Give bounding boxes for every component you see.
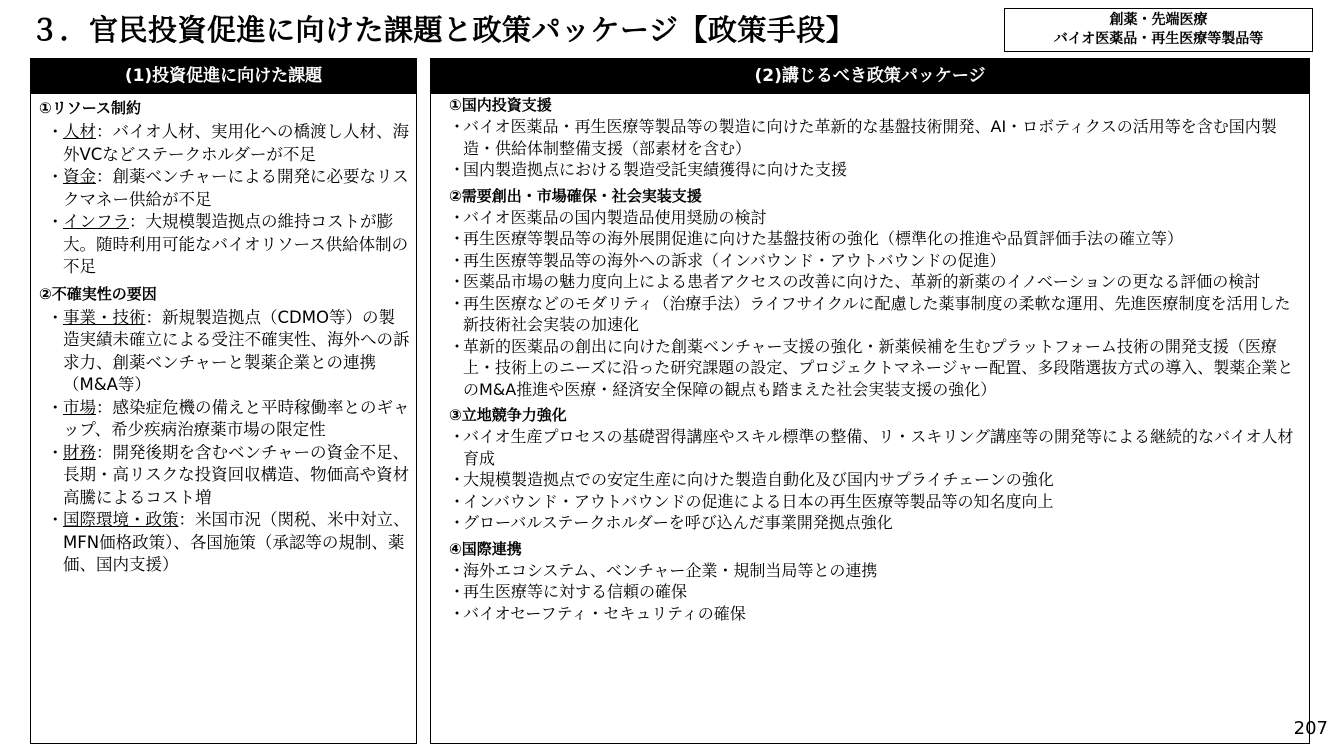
issues-section-title: ②不確実性の要因 [39,284,157,303]
policy-item-text: 医薬品市場の魅力度向上による患者アクセスの改善に向けた、革新的新薬のイノベーションの更なる評価の検討 [463,272,1261,291]
bullet-dot: ・ [449,491,466,511]
issues-section-title: ①リソース制約 [39,99,141,117]
policy-item [449,159,1299,181]
category-tag-line2: バイオ医薬品・再生医療等製品等 [1053,31,1264,47]
issue-item-text: ：開発後期を含むベンチャーの資金不足、長期・高リスクな投資回収構造、物価高や資材高騰によるコスト増 [63,442,410,507]
policy-item-text: バイオ生産プロセスの基礎習得講座やスキル標準の整備、リ・スキリング講座等の開発等による継続的なバイオ人材育成 [463,427,1294,468]
policy-item-text: 再生医療等製品等の海外への訴求（インバウンド・アウトバウンドの促進） [463,250,1006,270]
policy-item-text: バイオセーフティ・セキュリティの確保 [463,603,746,623]
policy-item-text: 再生医療などのモダリティ（治療手法）ライフサイクルに配慮した薬事制度の柔軟な運用、先進医療制度を活用した新技術社会実装の加速化 [463,293,1291,334]
bullet-dot: ・ [47,167,64,186]
policy-panel [430,58,1310,744]
issue-item [39,166,410,211]
policy-item [449,512,1299,534]
policy-item-text: 国内製造拠点における製造受託実績獲得に向けた支援 [463,160,848,179]
issue-item-label: インフラ [63,212,129,231]
issue-item [39,397,410,442]
policy-item-text: 再生医療等製品等の海外展開促進に向けた基盤技術の強化（標準化の推進や品質評価手法の確立等） [463,229,1184,248]
issue-item-label: 事業・技術 [63,307,146,327]
bullet-dot: ・ [449,560,466,580]
issues-panel-header: (1)投資促進に向けた課題 [31,59,416,94]
policy-item [449,250,1299,272]
issue-item [39,442,410,510]
page-number: 207 [1293,718,1328,739]
policy-item [449,560,1299,582]
policy-section-title: ①国内投資支援 [449,96,552,114]
issue-item [39,307,410,397]
issue-item-text: ：バイオ人材、実用化への橋渡し人材、海外VCなどステークホルダーが不足 [63,122,410,164]
bullet-dot: ・ [449,513,466,532]
policy-item-text: グローバルステークホルダーを呼び込んだ事業開発拠点強化 [463,513,893,532]
bullet-dot: ・ [449,603,466,623]
policy-item [449,207,1299,229]
policy-item-text: 革新的医薬品の創出に向けた創薬ベンチャー支援の強化・新薬候補を生むプラットフォーム技術の開発支援（医療上・技術上のニーズに沿った研究課題の設定、プロジェクトマネージャー配置、多段階選抜方式の導入、製薬企業とのM&A推進や医療・経済安全保障の観点も踏まえた社会実装支援の強化） [463,336,1294,399]
policy-item-text: バイオ医薬品の国内製造品使用奨励の検討 [463,207,767,227]
bullet-dot: ・ [449,470,466,489]
issue-item-text: ：感染症危機の備えと平時稼働率とのギャップ、希少疾病治療薬市場の限定性 [63,397,410,439]
policy-item-text: 大規模製造拠点での安定生産に向けた製造自動化及び国内サプライチェーンの強化 [463,470,1054,489]
issue-item-text: ：新規製造拠点（CDMO等）の製造実績未確立による受注不確実性、海外への訴求力、創薬ベンチャーと製薬企業との連携（M&A等） [63,307,410,394]
category-tag-box [1004,8,1313,52]
issue-item-text: ：米国市況（関税、米中対立、MFN価格政策）、各国施策（承認等の規制、薬価、国内支援） [63,510,410,574]
bullet-dot: ・ [449,427,466,446]
policy-item [449,336,1299,401]
issue-item-text: ：大規模製造拠点の維持コストが膨大。随時利用可能なバイオリソース供給体制の不足 [63,212,409,276]
bullet-dot: ・ [47,122,64,141]
policy-item-text: インバウンド・アウトバウンドの促進による日本の再生医療等製品等の知名度向上 [463,491,1054,511]
policy-item [449,603,1299,625]
policy-panel-header: (2)講じるべき政策パッケージ [431,59,1309,94]
issues-panel-content [31,94,416,577]
issue-item [39,121,410,166]
issue-item-label: 人材 [63,122,96,141]
policy-item-text: 再生医療等に対する信頼の確保 [463,582,688,601]
bullet-dot: ・ [47,212,64,231]
issue-item-label: 資金 [63,167,96,186]
policy-section-title: ④国際連携 [449,539,522,558]
policy-item [449,116,1299,159]
bullet-dot: ・ [449,117,466,136]
issue-item-label: 市場 [63,397,96,417]
issue-item [39,509,410,577]
policy-item [449,271,1299,293]
policy-section-title: ②需要創出・市場確保・社会実装支援 [449,186,702,205]
bullet-dot: ・ [47,510,64,529]
bullet-dot: ・ [449,207,466,227]
policy-item [449,581,1299,603]
category-tag-line1: 創薬・先端医療 [1109,12,1208,28]
bullet-dot: ・ [449,336,466,356]
page-title: ３．官民投資促進に向けた課題と政策パッケージ【政策手段】 [30,13,856,47]
issue-item [39,211,410,279]
policy-item [449,469,1299,491]
policy-section-title: ③立地競争力強化 [449,406,567,424]
bullet-dot: ・ [449,229,466,248]
issues-panel [30,58,417,744]
bullet-dot: ・ [47,442,64,462]
policy-item-text: 海外エコシステム、ベンチャー企業・規制当局等との連携 [463,560,878,580]
bullet-dot: ・ [449,250,466,270]
bullet-dot: ・ [449,160,466,179]
policy-item [449,228,1299,250]
bullet-dot: ・ [449,582,466,601]
policy-item [449,426,1299,469]
policy-panel-content [431,94,1309,624]
policy-item-text: バイオ医薬品・再生医療等製品等の製造に向けた革新的な基盤技術開発、AI・ロボティクスの活用等を含む国内製造・供給体制整備支援（部素材を含む） [463,117,1277,158]
issue-item-label: 国際環境・政策 [63,510,179,529]
issue-item-label: 財務 [63,442,96,462]
bullet-dot: ・ [47,397,64,417]
issue-item-text: ：創薬ベンチャーによる開発に必要なリスクマネー供給が不足 [63,167,409,209]
bullet-dot: ・ [449,272,466,291]
bullet-dot: ・ [449,293,466,313]
bullet-dot: ・ [47,307,64,327]
policy-item [449,491,1299,513]
policy-item [449,293,1299,336]
